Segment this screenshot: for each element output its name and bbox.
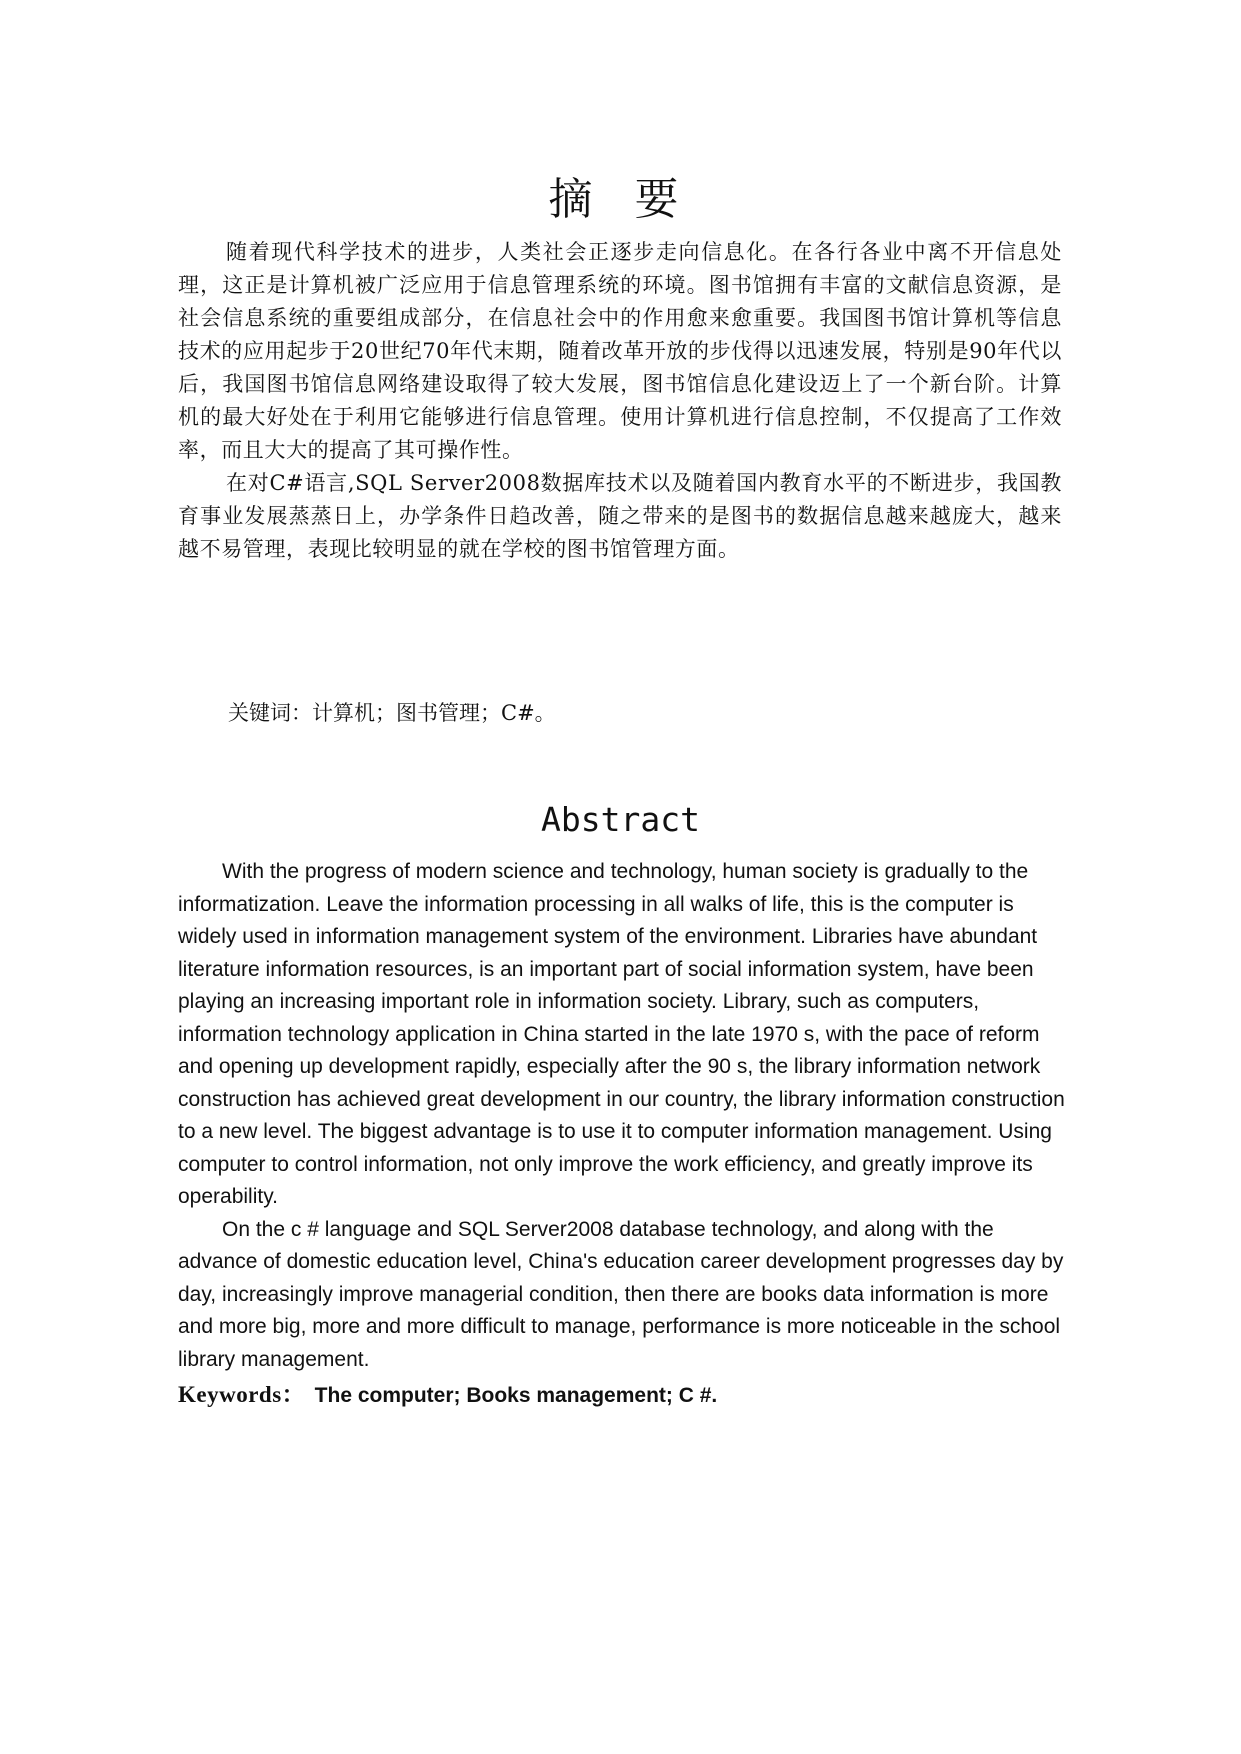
english-keywords (178, 1379, 717, 1412)
chinese-abstract-body (178, 236, 1062, 566)
chinese-abstract-paragraph: 随着现代科学技术的进步，人类社会正逐步走向信息化。在各行各业中离不开信息处理，这正是计算机被广泛应用于信息管理系统的环境。图书馆拥有丰富的文献信息资源，是社会信息系统的重要组成部分，在信息社会中的作用愈来愈重要。我国图书馆计算机等信息技术的应用起步于20世纪70年代末期，随着改革开放的步伐得以迅速发展，特别是90年代以后，我国图书馆信息网络建设取得了较大发展，图书馆信息化建设迈上了一个新台阶。计算机的最大好处在于利用它能够进行信息管理。使用计算机进行信息控制，不仅提高了工作效率，而且大大的提高了其可操作性。 (178, 240, 1062, 462)
english-keywords-value: The computer; Books management; C #. (314, 1384, 718, 1407)
english-abstract-paragraph: On the c # language and SQL Server2008 database technology, and along with the advance of domestic education level, China's education career development progresses day by day, increasingly improve managerial condition, then there are books data information is more and more big, more and more difficult to manage, performance is more noticeable in the school library management. (178, 1217, 1064, 1371)
english-keywords-label: Keywords (178, 1382, 282, 1407)
chinese-abstract-title: 摘 要 (548, 174, 693, 225)
english-abstract-title: Abstract (541, 800, 700, 839)
english-abstract-body (178, 856, 1068, 1376)
english-keywords-separator: ： (281, 1381, 305, 1408)
english-abstract-paragraph: With the progress of modern science and technology, human society is gradually to the informatization. Leave the information processing in all walks of life, this is the computer is widely used in information management system of the environment. Libraries have abundant literature information resources, is an important part of social information system, have been playing an increasing important role in information society. Library, such as computers, information technology application in China started in the late 1970 s, with the pace of reform and opening up development rapidly, especially after the 90 s, the library information network construction has achieved great development in our country, the library information construction to a new level. The biggest advantage is to use it to computer information management. Using computer to control information, not only improve the work efficiency, and greatly improve its operability. (178, 860, 1065, 1208)
chinese-keywords: 关键词：计算机；图书管理；C#。 (228, 701, 556, 725)
chinese-abstract-paragraph: 在对C#语言,SQL Server2008数据库技术以及随着国内教育水平的不断进步，我国教育事业发展蒸蒸日上，办学条件日趋改善，随之带来的是图书的数据信息越来越庞大，越来越不易管理，表现比较明显的就在学校的图书馆管理方面。 (178, 471, 1062, 561)
